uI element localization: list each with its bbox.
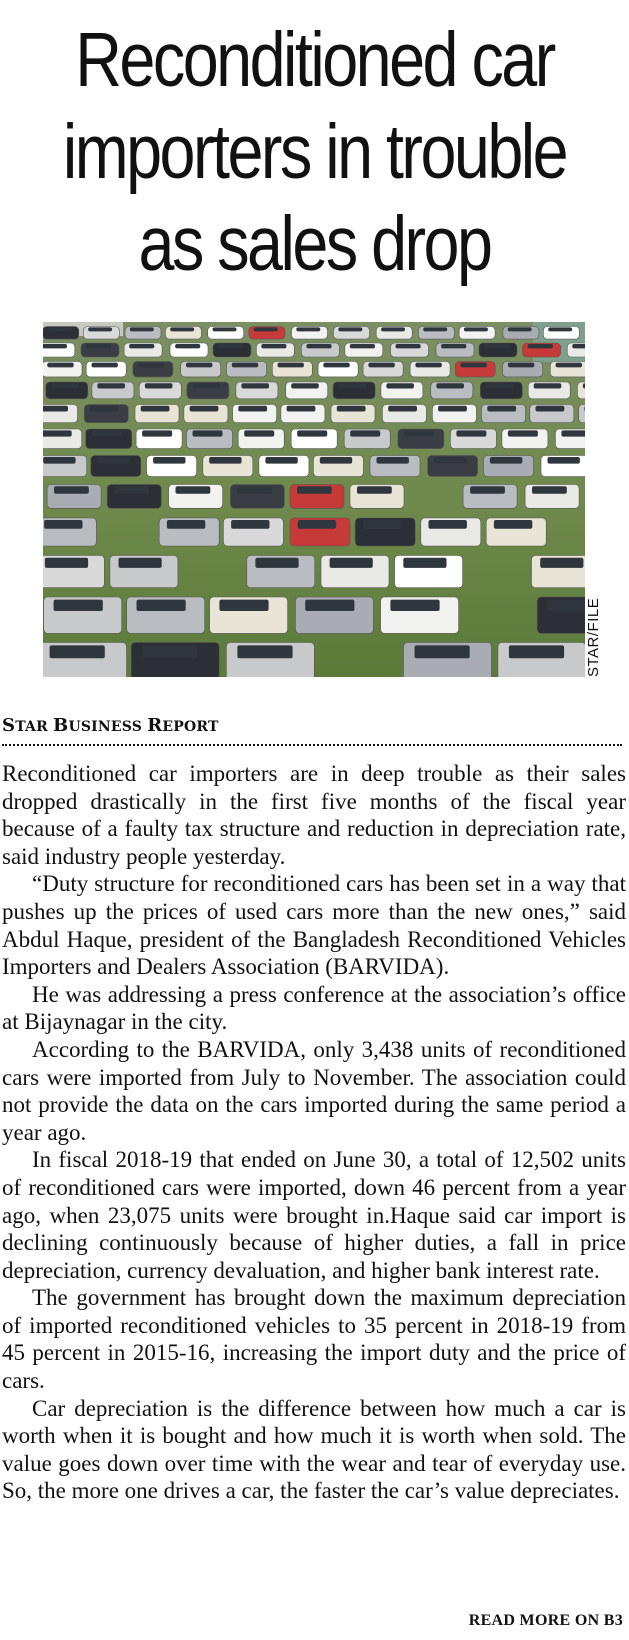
car-window — [490, 457, 522, 464]
car-window — [396, 344, 421, 348]
car-window — [90, 406, 119, 412]
car-window — [50, 645, 105, 658]
car-window — [145, 383, 173, 388]
article-paragraph: According to the BARVIDA, only 3,438 units of reconditioned cars were imported from July to November. The association could not provide the data on the cars imported during the same period a year ago. — [2, 1036, 626, 1145]
car-window — [43, 457, 75, 464]
car-window — [190, 406, 219, 412]
car-window — [97, 383, 125, 388]
car-window — [213, 327, 237, 331]
car-window — [219, 600, 268, 611]
car-window — [43, 430, 72, 436]
article-paragraph: The government has brought down the maximum depreciation of imported reconditioned vehicles to 35 percent in 2018-19 from 45 percent in 2015-16, increasing the import duty and the price of cars. — [2, 1285, 626, 1394]
car-window — [192, 383, 220, 388]
car-window — [306, 344, 331, 348]
car-window — [357, 486, 392, 494]
car-window — [176, 486, 211, 494]
headline — [50, 14, 578, 290]
car-window — [368, 363, 394, 368]
car-window — [175, 344, 200, 348]
car-window — [153, 457, 185, 464]
car-window — [305, 600, 354, 611]
byline-text-usiness: USINESS — [68, 719, 148, 735]
car-window — [45, 558, 88, 568]
car-window — [532, 486, 567, 494]
car-window — [92, 363, 118, 368]
car-window — [436, 383, 464, 388]
car-window — [141, 406, 170, 412]
car-window — [470, 486, 505, 494]
article-paragraph: Reconditioned car importers are in deep trouble as their sales dropped drastically in the first five months of the fiscal year because of a faulty tax structure and reduction in depreciation rate, said industry people yesterday. — [2, 761, 626, 869]
car-window — [464, 327, 488, 331]
car-window — [255, 558, 298, 568]
car-window — [129, 344, 154, 348]
car-window — [487, 406, 516, 412]
headline-line-3: as sales drop — [138, 201, 491, 287]
car-window — [232, 363, 258, 368]
car-window — [350, 344, 375, 348]
byline-initial-b: B — [53, 715, 69, 736]
car-window — [48, 327, 72, 331]
car-body — [579, 405, 585, 423]
article-paragraph: In fiscal 2018-19 that ended on June 30, a total of 12,502 units of reconditioned cars were imported, down 46 percent from a year ago, when 23,075 units were brought in.Haque said car import is declining continuously because of higher duties, a fall in price depreciation, currency devaluation, and higher bank interest rate. — [2, 1147, 626, 1283]
car-window — [534, 383, 562, 388]
car-window — [438, 406, 467, 412]
car-window — [572, 344, 585, 348]
car-window — [92, 430, 122, 436]
car-window — [237, 645, 292, 658]
byline-text-tar: TAR — [15, 719, 54, 735]
car-window — [297, 430, 327, 436]
parked-cars-photo — [43, 322, 585, 677]
car-window — [278, 363, 304, 368]
car-window — [142, 645, 197, 658]
car-window — [298, 520, 336, 529]
car-window — [561, 430, 585, 436]
article-body — [2, 760, 626, 1505]
car-window — [390, 600, 439, 611]
car-window — [97, 457, 129, 464]
car-window — [403, 558, 446, 568]
byline-initial-s: S — [2, 715, 16, 736]
car-window — [339, 383, 367, 388]
car-window — [287, 406, 316, 412]
car-window — [386, 383, 414, 388]
car-window — [296, 327, 320, 331]
car-window — [456, 430, 486, 436]
car-window — [86, 344, 111, 348]
car-window — [556, 363, 582, 368]
car-window — [508, 327, 532, 331]
car-window — [297, 486, 332, 494]
car-window — [508, 430, 538, 436]
byline — [2, 715, 219, 736]
car-window — [388, 406, 417, 412]
car-window — [547, 600, 585, 611]
car-window — [88, 327, 112, 331]
headline-line-1: Reconditioned car — [75, 17, 554, 103]
car-window — [138, 363, 164, 368]
car-window — [460, 363, 486, 368]
car-window — [54, 486, 89, 494]
car-window — [415, 363, 441, 368]
car-window — [237, 486, 272, 494]
car-window — [441, 344, 466, 348]
car-window — [548, 457, 580, 464]
car-window — [508, 363, 534, 368]
car-window — [404, 430, 434, 436]
article-paragraph: He was addressing a press conference at the association’s office at Bijaynagar in the city. — [2, 981, 626, 1035]
car-window — [244, 430, 274, 436]
car-window — [415, 645, 470, 658]
car-window — [528, 344, 553, 348]
photo-credit: STAR/FILE — [585, 597, 602, 677]
car-window — [323, 363, 349, 368]
car-window — [548, 327, 572, 331]
article-paragraph: Car depreciation is the difference between how much a car is worth when it is bought and how much it is worth when sold. The value goes down over time with the wear and tear of everyday use. So, the more one drives a car, the faster the car’s value depreciates. — [2, 1395, 626, 1504]
car-window — [209, 457, 241, 464]
car-window — [54, 600, 103, 611]
car-window — [231, 520, 269, 529]
car-window — [142, 430, 172, 436]
dotted-divider — [2, 744, 622, 746]
headline-line-2: importers in trouble — [62, 109, 567, 195]
car-window — [43, 344, 67, 348]
car-window — [170, 327, 194, 331]
car-window — [254, 327, 278, 331]
byline-text-eport: EPORT — [162, 719, 219, 735]
car-window — [238, 406, 267, 412]
car-window — [167, 520, 205, 529]
car-window — [509, 645, 564, 658]
car-window — [381, 327, 405, 331]
car-window — [350, 430, 380, 436]
car-window — [494, 520, 532, 529]
read-more-link[interactable]: READ MORE ON B3 — [468, 1612, 623, 1629]
car-window — [130, 327, 154, 331]
car-window — [119, 558, 162, 568]
car-window — [43, 406, 68, 412]
car-window — [193, 430, 223, 436]
car-window — [338, 327, 362, 331]
car-window — [320, 457, 352, 464]
car-window — [44, 520, 82, 529]
car-window — [261, 344, 286, 348]
car-window — [218, 344, 243, 348]
car-window — [47, 363, 73, 368]
car-window — [363, 520, 401, 529]
car-window — [186, 363, 212, 368]
car-window — [423, 327, 447, 331]
car-window — [337, 406, 366, 412]
article-paragraph: “Duty structure for reconditioned cars has been set in a way that pushes up the prices of used cars more than the new ones,” said Abdul Haque, president of the Bangladesh Reconditioned Vehicles Importers and Dealers Association (BARVIDA). — [2, 871, 626, 980]
car-window — [114, 486, 149, 494]
car-window — [51, 383, 79, 388]
car-window — [486, 383, 514, 388]
car-window — [536, 406, 565, 412]
car-window — [484, 344, 509, 348]
car-window — [291, 383, 319, 388]
car-window — [330, 558, 373, 568]
car-window — [540, 558, 583, 568]
car-window — [429, 520, 467, 529]
byline-initial-r: R — [147, 715, 163, 736]
car-window — [137, 600, 186, 611]
car-window — [434, 457, 466, 464]
car-window — [377, 457, 409, 464]
car-window — [241, 383, 269, 388]
car-window — [265, 457, 297, 464]
